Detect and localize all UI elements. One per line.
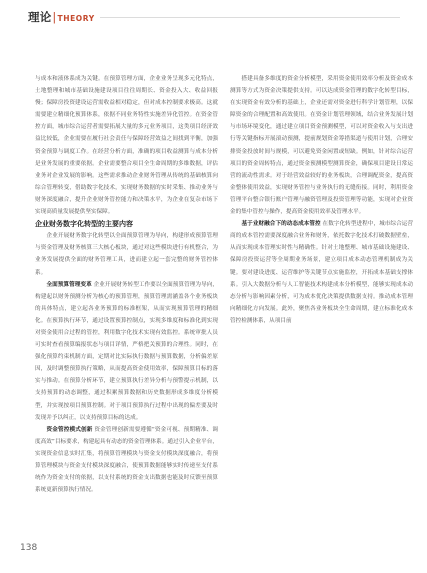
cost-control-heading: 基于业财融合下的动态成本管控 <box>241 221 321 228</box>
left-column <box>35 73 218 496</box>
fund-control-text: 资金管理创新需要遵循“资金可视、预期精准、调度高效”目标要求，构建起具有动态的资金管理体系。通过引入企业平台，实现资金信息实时汇集，将预算管理模块与资金支付模块深度融合，将预算管理模块与资金支付模块深度融合，使预算数据能够实时传递至支付系统作为资金支付的依据，以支付系统的资金支出数据也能及时反馈至预算系统更新预算执行情况。 <box>35 426 218 494</box>
header-rule <box>100 17 400 18</box>
right-paragraph-2 <box>230 218 413 327</box>
page-header <box>0 0 427 34</box>
section-label-cn: 理论 <box>28 10 52 24</box>
section-label-separator: | <box>52 10 57 24</box>
left-paragraph-4 <box>35 424 218 497</box>
fund-control-heading: 资金管控模式创新 <box>46 426 93 433</box>
right-column <box>230 73 413 327</box>
page-number: 138 <box>20 543 38 553</box>
section-label <box>28 9 95 25</box>
left-paragraph-3 <box>35 279 218 424</box>
section-label-en: THEORY <box>57 14 95 23</box>
budget-reform-heading: 全面预算管理变革 <box>46 281 92 288</box>
left-paragraph-2: 企业开展财务数字化转型以全面预算管理为导向，构建形成预算管理与资金管理及财务核算三大核心板块，通过对这些模块进行有机整合，为业务发展提供全面的财务管理工具，进而建立起一套完整的财务管控体系。 <box>35 233 218 276</box>
left-paragraph-1: 与成本和液体系成为关键。在预算管理方面，企业业务呈现多元化特点，土地整理和城市基础设施建设项目往往周期长、资金投入大、收益回报慢；保障房投资建设运营需收益相对稳定，但对成本控制要求极高。这就需要建立精细化预算体系，依据不同业务特性实施差异化管控。在资金管控方面，城市综合运营者需要拓展大量的多元业务项目，这类项目经济效益比较低，企业需要在履行社会责任与保障经营效益之间找到平衡，加强资金预算与调度工作。在经营分析方面，准确的项目收益测算与成本分析是业务发展的重要依据。企业需要整合项目全生命周期的多维数据，评估业务对企业发展的影响。这些需求推动企业财务管理从传统的基础核算向综合管理转变，借助数字化技术，实现财务数据的实时采集、推动业务与财务深度融合，提升企业财务管控能力和决策水平，为企业在复杂市场下实现高质量发展提供坚实保障。 <box>35 76 218 216</box>
budget-reform-text: 企业开展财务转型工作要以全面预算管理为导向，构建起以财务预测分析为核心的预算管理，预算管理需涵盖各个业务板块的具体特点，建立起各业务预算的标准框架，从而实现预算管理的精细化。在预算执行环节，通过设置预算控制点，实现多维度和标准化到实现对资金使用合过程的管控，利用数字化技术实现有效监控。系统审批人员可实时查看预算编报状态与项目详情，严格把关预算的合理性。同时，在强化预算约束机制方面，定期对比实际执行数据与预算数据，分析偏差原因，及时调整预算执行策略，从而提高资金使用效率，保障预算目标的落实与推动。在预算分析环节，建立预算执行差异分析与预警提示机制，以支持预算的动态调整，通过积累预算数据和历史数据形成多维度分析模型，并实现按项目预算控制。对于项目预算执行过程中出现的偏差要及时发现并予以纠正，以支持预算目标的达成。 <box>35 281 218 421</box>
section-heading: 企业财务数字化转型的主要内容 <box>35 220 133 229</box>
cost-control-text: 在数字化转型进程中，城市综合运营商的成本管控需要深度融合业务和财务，依托数字化技术打破数据壁垒，从而实现成本管理实时性与精确性。针对土地整理、城市基础设施建设、保障房投资运营等全周期业务场景，建立项目成本动态管理机制成为关键。要对建设进度、运营维护等关键节点实施监控，开拓成本基础支撑体系。引入大数据分析与人工智能技术构建成本分析模型，能够实现成本动态分析与影响因素分析，可为成本优化决策提供数据支持。推动成本管理向精细化方向发展。此外，聚焦各业务板块全生命周期，建立标准化成本管控检测体系，从项目前 <box>230 221 413 324</box>
right-paragraph-1: 搭建具备多维度的资金分析模型，采用资金使用效率分析及资金成本测算等方式为资金决策提供支持。可以达成资金管理的数字化转型目标，在实现资金有效分析的基础上，企业还需对资金进行科学计划管理，以保障资金的合理配置和高效使用。在资金计划管理领域，结合业务发展计划与市场环境变化，通过建立项目资金预测模型，可以对资金收入与支出进行等关键指标开展滚动预测，提前规划资金筹措渠道与使用计划，合理安排资金投放时间与规模，可以避免资金闲置或短缺。例如，针对综合运营项目的资金周转特点，通过资金预测模型测算资金，确保项目建设日常运营的流动性需求。对于经营效益较好的业务板块，合理调配资金，提高资金整体使用效益，实现财务管控与业务执行的无缝衔接。同时，利用资金管理平台整合银行账户管理与融资管理及投资管理等功能，实现对企业资金的集中管控与操作，提高资金使用效率及管理水平。 <box>230 76 413 216</box>
